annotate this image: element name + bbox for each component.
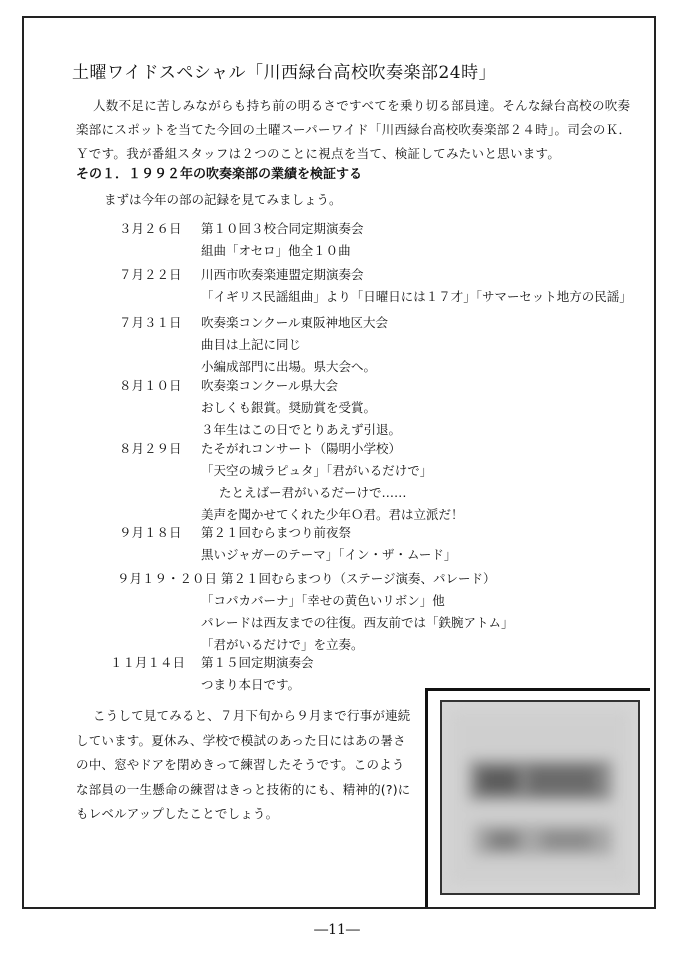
event-detail-line: 「君がいるだけで」を立奏。	[201, 637, 364, 652]
event-date: ８月１０日	[119, 378, 182, 393]
page-border-bottom	[22, 907, 656, 909]
article-title: 土曜ワイドスペシャル「川西緑台高校吹奏楽部24時」	[72, 63, 497, 83]
event-detail-line: 第２１回むらまつり前夜祭	[201, 525, 352, 540]
event-detail-line: 吹奏楽コンクール東阪神地区大会	[201, 315, 389, 330]
event-detail-line: 「コパカバーナ」「幸せの黄色いリボン」他	[201, 593, 445, 608]
event-date: ７月３１日	[119, 315, 182, 330]
section-heading: その１．１９９２年の吹奏楽部の業績を検証する	[76, 167, 363, 182]
event-detail-line: おしくも銀賞。奨励賞を受賞。	[201, 400, 377, 415]
event-detail-line: 曲目は上記に同じ	[201, 337, 302, 352]
blurred-photo	[440, 700, 640, 895]
event-detail-line: 第１５回定期演奏会	[201, 655, 314, 670]
event-detail-line: 川西市吹奏楽連盟定期演奏会	[201, 267, 364, 282]
event-detail-line: 小編成部門に出場。県大会へ。	[201, 359, 377, 374]
event-detail-line: 第１０回３校合同定期演奏会	[201, 221, 364, 236]
event-date: ８月２９日	[119, 441, 182, 456]
event-detail-line: 黒いジャガーのテーマ」「イン・ザ・ムード」	[201, 547, 457, 562]
event-detail-line: 美声を聞かせてくれた少年Ｏ君。君は立派だ！	[201, 507, 464, 522]
event-detail-line: 組曲「オセロ」他全１０曲	[201, 243, 351, 258]
event-date: ３月２６日	[119, 221, 182, 236]
event-date: １１月１４日	[110, 655, 186, 670]
event-detail-line: 吹奏楽コンクール県大会	[201, 378, 339, 393]
event-date: ７月２２日	[119, 267, 182, 282]
event-detail-line: たとえばー君がいるだーけで……	[219, 485, 407, 500]
event-date: ９月１９・２０日	[117, 571, 218, 586]
event-date: ９月１８日	[119, 525, 182, 540]
section-subheading: まずは今年の部の記録を見てみましょう。	[104, 192, 342, 207]
event-detail-line: 「イギリス民謡組曲」より「日曜日には１７才」「サマーセット地方の民謡」	[201, 289, 632, 304]
intro-paragraph: 人数不足に苦しみながらも持ち前の明るさですべてを乗り切る部員達。そんな緑台高校の吹奏楽部にスポットを当てた今回の土曜スーパーワイド「川西緑台高校吹奏楽部２４時」。司会のＫ．Ｙです。我が番組スタッフは２つのことに視点を当て、検証してみたいと思います。	[76, 98, 632, 161]
event-detail-line: 「天空の城ラピュタ」「君がいるだけで」	[201, 463, 433, 478]
event-detail-line: つまり本日です。	[201, 677, 301, 692]
closing-paragraph: こうして見てみると、７月下旬から９月まで行事が連続しています。夏休み、学校で模試のあった日にはあの暑さの中、窓やドアを閉めきって練習したそうです。このような部員の一生懸命の練習はきっと技術的にも、精神的(?)にもレベルアップしたことでしょう。	[76, 708, 411, 821]
event-detail-line: ３年生はこの日でとりあえず引退。	[201, 422, 402, 437]
event-detail-line: 第２１回むらまつり（ステージ演奏、パレード）	[221, 571, 496, 586]
event-detail-line: パレードは西友までの往復。西友前では「鉄腕アトム」	[201, 615, 514, 630]
page-number: ―11―	[314, 922, 360, 938]
event-detail-line: たそがれコンサート（陽明小学校）	[201, 441, 402, 456]
